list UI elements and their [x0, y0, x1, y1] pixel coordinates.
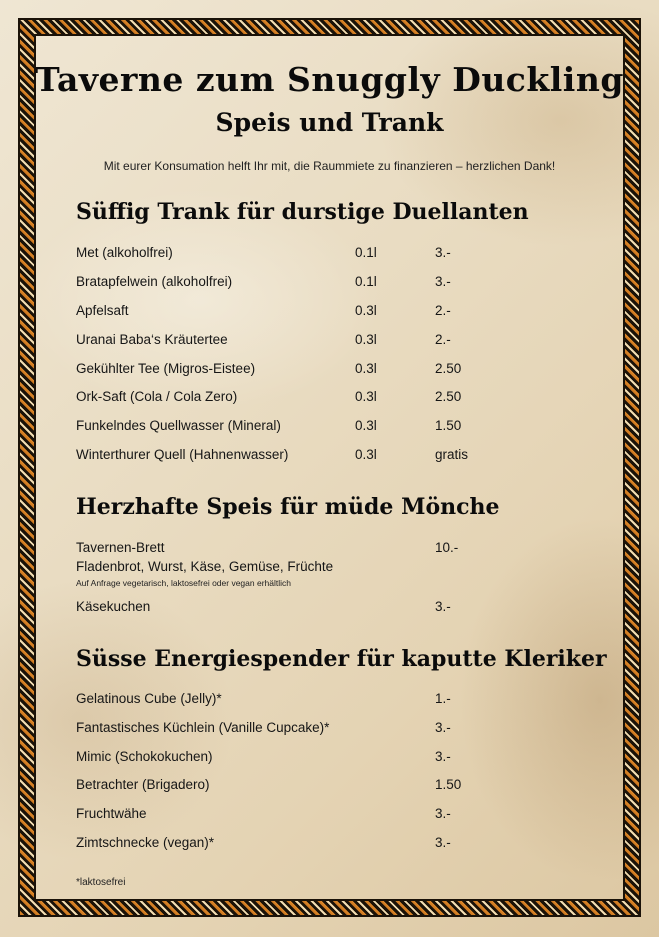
drink-row — [76, 245, 596, 265]
sweet-row — [76, 749, 596, 769]
drink-row — [76, 447, 596, 467]
sweet-price: 3.- — [435, 835, 451, 850]
sweet-name: Fruchtwähe — [76, 806, 147, 821]
drink-name: Bratapfelwein (alkoholfrei) — [76, 274, 233, 289]
drink-price: 3.- — [435, 274, 451, 289]
drink-name: Winterthurer Quell (Hahnenwasser) — [76, 447, 289, 462]
food-note: Auf Anfrage vegetarisch, laktosefrei oder vegan erhältlich — [76, 578, 291, 588]
drink-name: Gekühlter Tee (Migros-Eistee) — [76, 361, 256, 376]
drink-row — [76, 332, 596, 352]
food-name: Käsekuchen — [76, 599, 151, 614]
sweets-heading: Süsse Energiespender für kaputte Kleriker — [76, 646, 607, 672]
drink-name: Apfelsaft — [76, 303, 129, 318]
drink-price: 2.- — [435, 303, 451, 318]
drinks-heading: Süffig Trank für durstige Duellanten — [76, 199, 529, 225]
drink-volume: 0.3l — [355, 389, 377, 404]
menu-title: Taverne zum Snuggly Duckling — [35, 60, 624, 99]
sweet-name: Mimic (Schokokuchen) — [76, 749, 213, 764]
drink-price: 3.- — [435, 245, 451, 260]
sweet-row — [76, 806, 596, 826]
drink-volume: 0.1l — [355, 245, 377, 260]
drink-volume: 0.3l — [355, 418, 377, 433]
footnote: *laktosefrei — [76, 877, 126, 888]
sweet-price: 1.- — [435, 691, 451, 706]
drink-name: Met (alkoholfrei) — [76, 245, 173, 260]
sweet-name: Gelatinous Cube (Jelly)* — [76, 691, 222, 706]
sweet-row — [76, 691, 596, 711]
sweet-name: Fantastisches Küchlein (Vanille Cupcake)* — [76, 720, 330, 735]
sweet-name: Zimtschnecke (vegan)* — [76, 835, 215, 850]
drink-price: gratis — [435, 447, 469, 462]
sweet-row — [76, 835, 596, 855]
sweet-price: 3.- — [435, 806, 451, 821]
sweet-price: 1.50 — [435, 777, 462, 792]
sweet-row — [76, 720, 596, 740]
drink-row — [76, 389, 596, 409]
sweet-price: 3.- — [435, 720, 451, 735]
drink-price: 2.50 — [435, 389, 462, 404]
drink-price: 2.- — [435, 332, 451, 347]
food-row — [76, 599, 596, 619]
menu-intro-text: Mit eurer Konsumation helft Ihr mit, die Raummiete zu finanzieren – herzlichen Dank! — [103, 159, 556, 173]
drink-volume: 0.1l — [355, 274, 377, 289]
drink-name: Uranai Baba‘s Kräutertee — [76, 332, 228, 347]
sweet-name: Betrachter (Brigadero) — [76, 777, 210, 792]
drink-price: 1.50 — [435, 418, 462, 433]
drink-volume: 0.3l — [355, 361, 377, 376]
sweet-price: 3.- — [435, 749, 451, 764]
drink-row — [76, 303, 596, 323]
sweet-row — [76, 777, 596, 797]
drink-volume: 0.3l — [355, 332, 377, 347]
food-description: Fladenbrot, Wurst, Käse, Gemüse, Früchte — [76, 559, 334, 574]
drink-volume: 0.3l — [355, 303, 377, 318]
drink-row — [76, 274, 596, 294]
drink-name: Ork-Saft (Cola / Cola Zero) — [76, 389, 238, 404]
drink-volume: 0.3l — [355, 447, 377, 462]
drink-row — [76, 361, 596, 381]
food-price: 3.- — [435, 599, 451, 614]
food-heading: Herzhafte Speis für müde Mönche — [76, 494, 500, 520]
drink-name: Funkelndes Quellwasser (Mineral) — [76, 418, 281, 433]
food-row — [76, 540, 596, 560]
drink-price: 2.50 — [435, 361, 462, 376]
menu-subtitle: Speis und Trank — [215, 108, 444, 137]
drink-row — [76, 418, 596, 438]
food-price: 10.- — [435, 540, 459, 555]
food-name: Tavernen-Brett — [76, 540, 165, 555]
